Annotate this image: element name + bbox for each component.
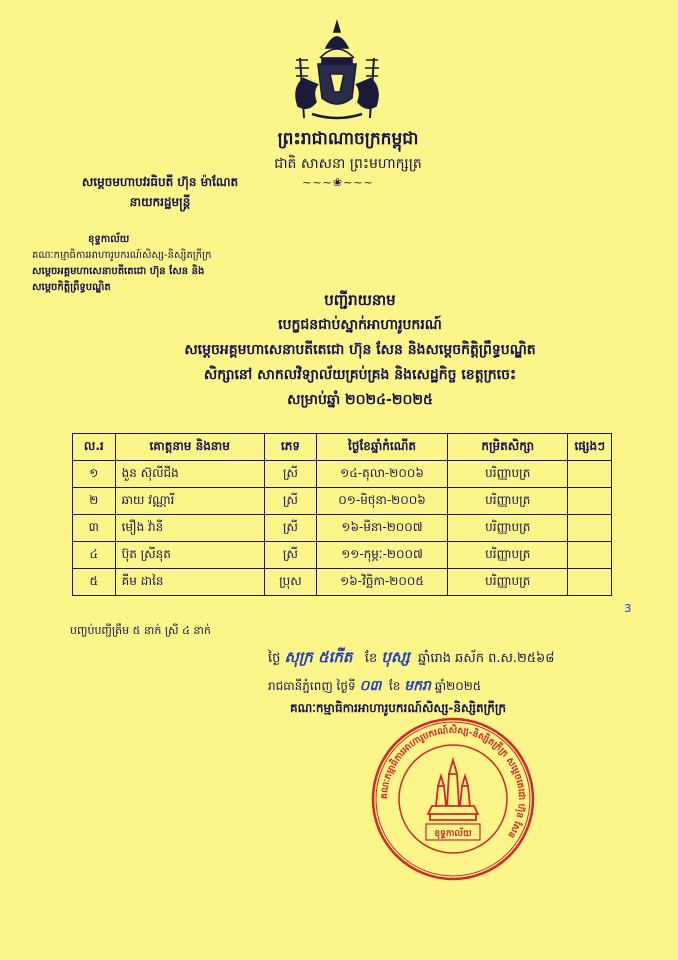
cell-birthdate: ១១-កុម្ភៈ-២០០៧	[317, 542, 448, 569]
royal-coat-of-arms-icon	[282, 18, 392, 128]
cell-number: ១	[73, 461, 116, 488]
lunar-month-label: ខែ	[364, 651, 378, 666]
cell-sex: ស្រី	[264, 488, 316, 515]
cell-level: បរិញ្ញាបត្រ	[447, 488, 568, 515]
cell-name: ងួន ស៊ុលីជីង	[115, 461, 264, 488]
cell-other	[568, 515, 612, 542]
solar-date-line	[268, 676, 668, 697]
date-day-handwritten: ០៣	[359, 678, 382, 694]
cell-number: ៥	[73, 569, 116, 596]
cell-other	[568, 542, 612, 569]
lunar-day-handwritten: សុក្រ ៥កើត	[284, 648, 353, 666]
sender-name: សម្តេចមហាបវរធិបតី ហ៊ុន ម៉ាណែត	[81, 175, 239, 189]
col-number: ល.រ	[73, 434, 116, 461]
candidate-table	[72, 433, 612, 596]
office-committee: គណៈកម្មាធិការអាហារូបករណ៍សិស្ស-និស្សិតក្រីក្រ	[32, 250, 212, 261]
cell-number: ៣	[73, 515, 116, 542]
cell-sex: ប្រុស	[264, 569, 316, 596]
date-month-handwritten: មករា	[404, 678, 431, 694]
title-line-3: សម្តេចអគ្គមហាសេនាបតីតេជោ ហ៊ុន សែន និងសម្តេចកិត្តិព្រឹទ្ធបណ្ឌិត	[184, 342, 536, 358]
seal-ring-textpath: គណៈកម្មាធិការអាហារូបករណ៍សិស្ស-និស្សិតក្រីក្រ សម្តេចតេជោ ហ៊ុន សែន	[379, 725, 527, 840]
list-summary: បញ្ចប់បញ្ជីត្រឹម ៥ នាក់ ស្រី ៤ នាក់	[70, 624, 211, 637]
lunar-month-handwritten: បុស្ស	[381, 648, 410, 666]
col-level: កម្រិតសិក្សា	[447, 434, 568, 461]
cell-level: បរិញ្ញាបត្រ	[447, 542, 568, 569]
col-birthdate: ថ្ងៃខែឆ្នាំកំណើត	[317, 434, 448, 461]
kingdom-title: ព្រះរាជាណាចក្រកម្ពុជា	[277, 129, 419, 149]
table-row	[73, 542, 612, 569]
date-month-label: ខែ	[388, 679, 401, 693]
motto-ornament: ~~~❀~~~	[302, 176, 374, 189]
title-line-2: បេក្ខជនជាប់ស្នាក់អាហារូបករណ៍	[278, 317, 442, 333]
table-row	[73, 488, 612, 515]
title-line-5: សម្រាប់ឆ្នាំ ២០២៤-២០២៥	[287, 392, 433, 408]
signing-committee: គណៈកម្មាធិការអាហារូបករណ៍សិស្ស-និស្សិតក្រីក្រ	[290, 701, 507, 715]
cell-name: មឿង វ៉ានី	[115, 515, 264, 542]
cell-name: ប៊ុត ស្រីនុត	[115, 542, 264, 569]
office-block	[32, 232, 292, 296]
title-line-1: បញ្ជីរាយនាម	[324, 291, 396, 309]
table-row	[73, 569, 612, 596]
seal-inner-text: ខុទ្ទកាល័យ	[434, 829, 472, 839]
cell-name: ឆាយ វណ្ណារី	[115, 488, 264, 515]
document-title	[110, 288, 610, 413]
lunar-suffix: ឆ្នាំរោង ឆស័ក ព.ស.២៥៦៨	[417, 651, 555, 666]
handwritten-tick-mark: ɜ	[624, 600, 632, 616]
cell-level: បរិញ្ញាបត្រ	[447, 461, 568, 488]
lunar-prefix: ថ្ងៃ	[268, 651, 281, 666]
cell-other	[568, 461, 612, 488]
cell-number: ៤	[73, 542, 116, 569]
national-motto: ជាតិ សាសនា ព្រះមហាក្សត្រ	[274, 156, 422, 172]
table-row	[73, 461, 612, 488]
cell-birthdate: ០១-មិថុនា-២០០៦	[317, 488, 448, 515]
cell-level: បរិញ្ញាបត្រ	[447, 569, 568, 596]
lunar-date-line	[268, 648, 668, 670]
office-patron-2: សម្តេចកិត្តិព្រឹទ្ធបណ្ឌិត	[32, 282, 111, 293]
office-name: ខុទ្ទកាល័យ	[88, 234, 130, 245]
title-line-4: សិក្សានៅ សាកលវិទ្យាល័យគ្រប់គ្រង និងសេដ្ឋកិច្ច ខេត្តក្រចេះ	[203, 367, 517, 383]
cell-number: ២	[73, 488, 116, 515]
cell-birthdate: ១៦-មីនា-២០០៧	[317, 515, 448, 542]
cell-sex: ស្រី	[264, 542, 316, 569]
date-prefix: រាជធានីភ្នំពេញ ថ្ងៃទី	[268, 679, 356, 693]
official-seal-stamp	[368, 714, 538, 884]
cell-birthdate: ១៤-តុលា-២០០៦	[317, 461, 448, 488]
office-patron-1: សម្តេចអគ្គមហាសេនាបតីតេជោ ហ៊ុន សែន និង	[32, 266, 205, 277]
cell-birthdate: ១៦-វិច្ឆិកា-២០០៥	[317, 569, 448, 596]
table-header-row	[73, 434, 612, 461]
col-other: ផ្សេងៗ	[568, 434, 612, 461]
col-sex: ភេទ	[264, 434, 316, 461]
col-name: គោត្តនាម និងនាម	[115, 434, 264, 461]
cell-other	[568, 569, 612, 596]
angkor-temple-icon	[428, 760, 478, 820]
date-suffix: ឆ្នាំ២០២៥	[434, 679, 482, 693]
cell-level: បរិញ្ញាបត្រ	[447, 515, 568, 542]
sender-title: នាយករដ្ឋមន្ត្រី	[129, 195, 191, 209]
cell-sex: ស្រី	[264, 461, 316, 488]
cell-other	[568, 488, 612, 515]
cell-name: គីម ដានៃ	[115, 569, 264, 596]
cell-sex: ស្រី	[264, 515, 316, 542]
sender-block	[40, 172, 280, 212]
table-row	[73, 515, 612, 542]
